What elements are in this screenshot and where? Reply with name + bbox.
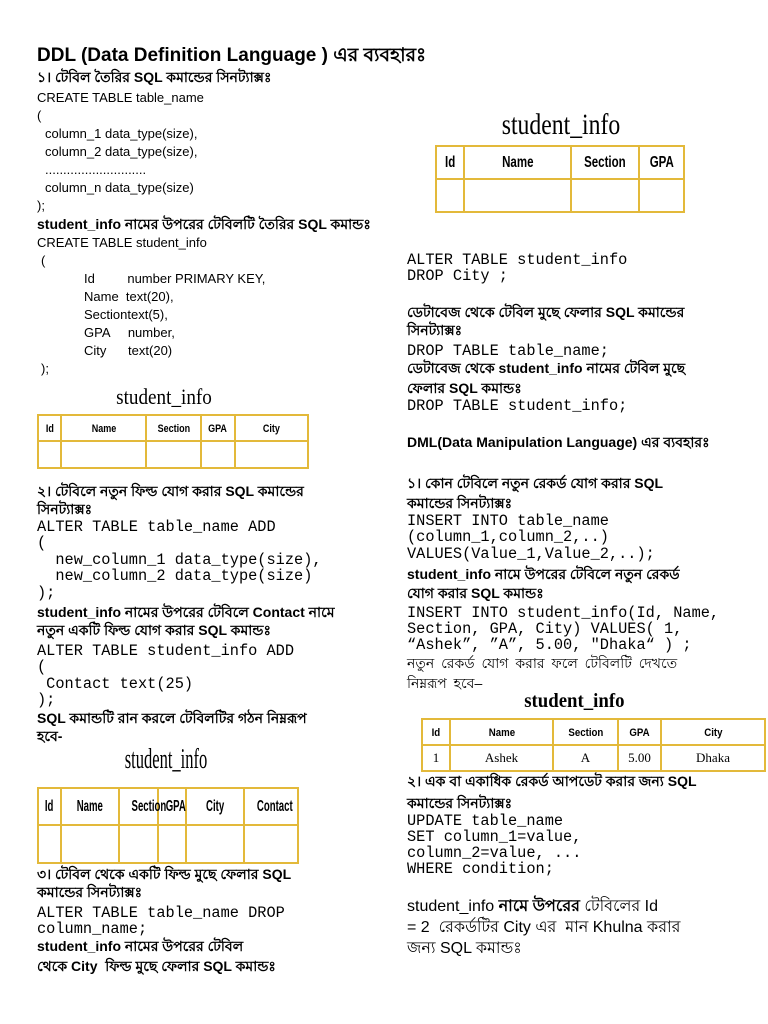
result-text: SQL কমান্ডটি রান করলে টেবিলটির গঠন নিম্নরূপ	[37, 710, 307, 726]
table-header-row	[38, 788, 298, 825]
syntax-line: SET column_1=value,	[407, 828, 582, 846]
table-title-text: student_info	[523, 690, 625, 712]
table-header-cell: Name	[61, 415, 146, 441]
table-cell: Dhaka	[661, 745, 765, 771]
table-header-cell: Id	[436, 146, 464, 179]
section-heading: ২। টেবিলে নতুন ফিল্ড যোগ করার SQL কমান্ডের	[37, 483, 304, 499]
table-header-cell: City	[661, 719, 765, 745]
table-header-row	[38, 415, 308, 441]
table-cell	[201, 441, 235, 468]
syntax-line: ALTER TABLE table_name DROP	[37, 904, 285, 922]
table-cell	[639, 179, 684, 212]
example-heading: থেকে City ফিল্ড মুছে ফেলার SQL কমান্ডঃ	[37, 958, 276, 974]
page-title: DDL (Data Definition Language ) এর ব্যবহারঃ	[37, 45, 427, 66]
syntax-line: INSERT INTO table_name	[407, 512, 609, 530]
table-row	[436, 179, 684, 212]
syntax-line: (column_1,column_2,..)	[407, 528, 609, 546]
table-header-cell: Id	[38, 788, 61, 825]
table-header-cell: Section	[119, 788, 158, 825]
syntax-line: column_n data_type(size)	[45, 180, 194, 195]
section-heading: কমান্ডের সিনট্যাক্সঃ	[37, 884, 143, 900]
table-cell	[146, 441, 201, 468]
table-cell	[235, 441, 308, 468]
table-title	[100, 384, 228, 410]
table-title	[96, 744, 216, 776]
example-heading: student_info নামে উপরের টেবিলে নতুন রেকর্ড	[407, 566, 680, 582]
table-header-cell: City	[186, 788, 244, 825]
table-header-cell: Section	[553, 719, 618, 745]
table-header-cell: GPA	[618, 719, 661, 745]
example-heading: ডেটাবেজ থেকে student_info নামের টেবিল মুছে	[407, 360, 686, 376]
table-cell	[436, 179, 464, 212]
table-header-cell: Contact	[244, 788, 298, 825]
syntax-line: VALUES(Value_1,Value_2,..);	[407, 545, 655, 563]
table-cell	[38, 441, 61, 468]
syntax-line: column_2 data_type(size),	[45, 144, 198, 159]
syntax-line: ALTER TABLE table_name ADD	[37, 518, 276, 536]
section-heading: ২। এক বা একাধিক রেকর্ড আপডেট করার জন্য SQL	[407, 773, 697, 789]
paragraph-line: জন্য SQL কমান্ডঃ	[407, 940, 522, 957]
paragraph-text-bold: নামে উপরের	[498, 898, 580, 915]
code-line: “Ashek”, ”A”, 5.00, "Dhaka“ ) ;	[407, 636, 692, 654]
code-line: Contact text(25)	[37, 675, 194, 693]
code-line: DROP City ;	[407, 267, 508, 285]
syntax-line: );	[37, 198, 45, 213]
section-heading: কমান্ডের সিনট্যাক্সঃ	[407, 795, 513, 811]
syntax-line: );	[37, 584, 56, 602]
table-cell	[61, 441, 146, 468]
table-header-cell: GPA	[201, 415, 235, 441]
example-heading: student_info নামের উপরের টেবিলে Contact নামে	[37, 604, 335, 620]
table-cell	[119, 825, 158, 863]
code-line: ALTER TABLE student_info	[407, 251, 628, 269]
table-header-cell: GPA	[158, 788, 186, 825]
code-line: Id number PRIMARY KEY,	[84, 271, 266, 286]
table-cell	[464, 179, 571, 212]
section-heading: ডেটাবেজ থেকে টেবিল মুছে ফেলার SQL কমান্ডের	[407, 304, 685, 320]
paragraph-text: টেবিলের Id	[579, 898, 659, 915]
table-row	[38, 441, 308, 468]
table-cell	[186, 825, 244, 863]
table-row	[422, 745, 765, 771]
syntax-line: new_column_1 data_type(size),	[37, 551, 322, 569]
syntax-line: column_1 data_type(size),	[45, 126, 198, 141]
code-line: (	[37, 658, 47, 676]
table-cell	[571, 179, 639, 212]
table-title-text: student_info	[124, 744, 208, 775]
table-header-row	[436, 146, 684, 179]
table-title	[481, 108, 641, 142]
table-title-text: student_info	[116, 384, 212, 409]
table-cell	[61, 825, 119, 863]
table-header-cell: Id	[422, 719, 450, 745]
table-header-cell: Name	[450, 719, 553, 745]
table-cell	[38, 825, 61, 863]
code-line: (	[41, 253, 46, 268]
result-text: নতুন রেকর্ড যোগ করার ফলে টেবিলটি দেখতে	[407, 655, 678, 671]
table-cell	[244, 825, 298, 863]
section-heading: ৩। টেবিল থেকে একটি ফিল্ড মুছে ফেলার SQL	[37, 866, 292, 882]
section-heading: ১। কোন টেবিলে নতুন রেকর্ড যোগ করার SQL	[407, 475, 664, 491]
syntax-line: column_name;	[37, 920, 148, 938]
example-heading: student_info নামের উপরের টেবিল	[37, 938, 244, 954]
student-info-table	[435, 145, 685, 213]
table-header-cell: Name	[61, 788, 119, 825]
section-heading: সিনট্যাক্সঃ	[407, 322, 463, 338]
paragraph-line: = 2 রেকর্ডটির City এর মান Khulna করার	[407, 919, 681, 936]
student-info-table	[37, 414, 309, 469]
syntax-line: (	[37, 534, 47, 552]
code-line: DROP TABLE student_info;	[407, 397, 628, 415]
syntax-line: (	[37, 108, 42, 123]
table-header-row	[422, 719, 765, 745]
syntax-line: UPDATE table_name	[407, 812, 564, 830]
code-line: );	[41, 361, 49, 376]
table-row	[38, 825, 298, 863]
example-heading: ফেলার SQL কমান্ডঃ	[407, 380, 522, 396]
table-cell	[158, 825, 186, 863]
student-info-table	[37, 787, 299, 864]
code-line: GPA number,	[84, 325, 175, 340]
student-info-table	[421, 718, 766, 772]
code-line: CREATE TABLE student_info	[37, 235, 207, 250]
section-heading: সিনট্যাক্সঃ	[37, 501, 93, 517]
syntax-line: DROP TABLE table_name;	[407, 342, 609, 360]
code-line: Name text(20),	[84, 289, 174, 304]
syntax-line: ............................	[45, 162, 147, 177]
result-text: নিম্নরূপ হবে–	[407, 675, 483, 691]
example-heading: যোগ করার SQL কমান্ডঃ	[407, 585, 544, 601]
table-cell: 1	[422, 745, 450, 771]
table-header-cell: Id	[38, 415, 61, 441]
code-line: );	[37, 691, 56, 709]
example-heading: নতুন একটি ফিল্ড যোগ করার SQL কমান্ডঃ	[37, 622, 271, 638]
code-line: City text(20)	[84, 343, 173, 358]
result-text: হবে-	[37, 728, 63, 744]
dml-title: DML(Data Manipulation Language) এর ব্যবহারঃ	[407, 434, 710, 450]
table-header-cell: Name	[464, 146, 571, 179]
example-heading: student_info নামের উপরের টেবিলটি তৈরির SQL কমান্ডঃ	[37, 216, 371, 232]
section-heading: কমান্ডের সিনট্যাক্সঃ	[407, 495, 513, 511]
table-title-text: student_info	[501, 108, 621, 141]
paragraph-text: student_info	[407, 898, 499, 915]
paragraph-line	[407, 896, 658, 917]
table-cell: Ashek	[450, 745, 553, 771]
syntax-line: column_2=value, ...	[407, 844, 582, 862]
syntax-line: new_column_2 data_type(size)	[37, 567, 313, 585]
code-line: INSERT INTO student_info(Id, Name,	[407, 604, 720, 622]
code-line: ALTER TABLE student_info ADD	[37, 642, 295, 660]
section-heading: ১। টেবিল তৈরির SQL কমান্ডের সিনট্যাক্সঃ	[37, 69, 272, 85]
table-header-cell: Section	[146, 415, 201, 441]
syntax-line: CREATE TABLE table_name	[37, 90, 204, 105]
code-line: Section, GPA, City) VALUES( 1,	[407, 620, 683, 638]
table-header-cell: Section	[571, 146, 639, 179]
table-cell: A	[553, 745, 618, 771]
table-title	[514, 689, 634, 713]
table-header-cell: GPA	[639, 146, 684, 179]
code-line: Sectiontext(5),	[84, 307, 168, 322]
syntax-line: WHERE condition;	[407, 860, 554, 878]
table-header-cell: City	[235, 415, 308, 441]
table-cell: 5.00	[618, 745, 661, 771]
